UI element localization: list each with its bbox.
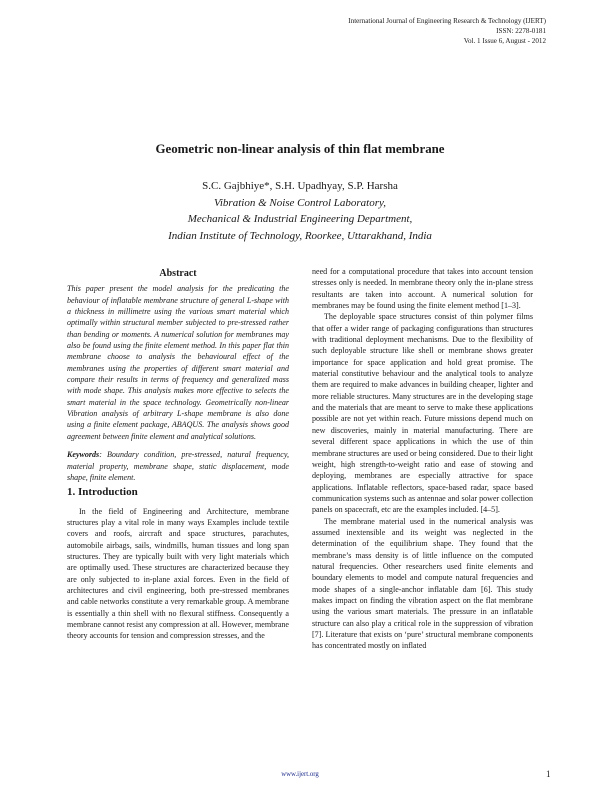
intro-paragraph-1: In the field of Engineering and Architecture, membrane structures play a vital role in many ways Examples include textile covers and roofs, aircraft and space structures, parachutes, automobile airbags, sails, windmills, human tissues and long span structures. They are typically built with very light materials which are optimally used. These structures are characterized because they are only subjected to in-plane axial forces. Even in the field of architectures and civil engineering, both pre-stressed membranes and cable networks constitute a very remarkable group. A membrane is essentially a thin shell with no flexural stiffness. Consequently a membrane cannot resist any compression at all. However, membrane theory accounts for tension and compression stresses, and the xyxy=(67,506,289,641)
author-department: Mechanical & Industrial Engineering Department, xyxy=(187,213,413,225)
footer-url[interactable]: www.ijert.org xyxy=(281,771,319,778)
journal-name: International Journal of Engineering Research & Technology (IJERT) xyxy=(348,17,546,25)
page-number: 1 xyxy=(546,769,551,779)
section-heading-introduction: 1. Introduction xyxy=(67,486,138,499)
keywords-text: : Boundary condition, pre-stressed, natural frequency, material property, membrane shape, static displacement, mode shape, finite element. xyxy=(67,450,289,482)
abstract-heading: Abstract xyxy=(159,268,197,279)
author-names: S.C. Gajbhiye*, S.H. Upadhyay, S.P. Harsha xyxy=(202,180,398,192)
issn: ISSN: 2278-0181 xyxy=(496,27,546,35)
keywords-label: Keywords xyxy=(67,450,100,460)
keywords xyxy=(67,449,289,483)
right-column xyxy=(312,266,533,652)
abstract-text: This paper present the model analysis for the predicating the behaviour of inflatable membrane structure of general L-shape with a thickness in millimetre using the various smart material which optimally within structural member subjected to pre-stressed rather than bending or moments. A numerical solution for membranes may also be found using the finite element method. In this paper flat thin membrane choose to analysis the behavioural effect of the membranes using the properties of different smart material and compare their results in terms of frequency and generalized mass with mode shape. This analysis makes more effective to selects the smart material in the space technology. Geometrically non-linear Vibration analysis of arbitrary L-shape membrane is also done using a finite element package, ABAQUS. The analysis shows good agreement between finite element and analytical solutions. xyxy=(67,284,289,441)
right-paragraph-2: The deployable space structures consist of thin polymer films that offer a wider range of packaging configurations than structures with traditional deployment mechanisms. Due to the flexibility of such deployable structure like shell or membrane shows greater importance for space application and hold great promise. The material constitutive behaviour and the analytical tools to analyze them are required to make advances in building cheaper, lighter and more reliable structures. Many structures are in the developing stage and the materials that are meant to serve to make these applications possible are not yet within reach. Future missions depend much on new discoveries, mainly in material manufacturing. There are several different space applications in which the use of thin membrane structures are used or being considered. Due to their light weight, high strength-to-weight ratio and ease of stowing and deploying, membranes are especially attractive for space applications. Inflatable reflectors, space-based radar, space based communication systems such as antennae and solar power collection panels on spacecraft, etc are the examples included. [4–5]. xyxy=(312,312,533,515)
author-institute: Indian Institute of Technology, Roorkee, Uttarakhand, India xyxy=(168,229,432,242)
author-block xyxy=(0,178,600,244)
author-lab: Vibration & Noise Control Laboratory, xyxy=(213,196,387,209)
journal-header xyxy=(246,16,546,46)
right-paragraph-1: need for a computational procedure that takes into account tension stresses only is needed. In membrane theory only the in-plane stress resultants are taken into account. A numerical solution for membranes may be found using the finite element method [1–3]. xyxy=(312,267,533,311)
right-paragraph-3: The membrane material used in the numerical analysis was assumed inextensible and its weight was neglected in the determination of the equilibrium shape. They found that the membrane’s mass density is of little influence on the computed natural frequencies. Other researchers used finite elements and boundary elements to model and compute natural frequencies and mode shapes of a single-anchor inflatable dam [6]. This study makes impact on finding the vibration aspect on the flat membrane using the various smart materials. The pressure in an inflatable structure can also play a critical role in the suppression of vibration [7]. Literature that exists on ‘pure’ structural membrane components has concentrated mostly on inflated xyxy=(312,516,533,651)
paper-title: Geometric non-linear analysis of thin flat membrane xyxy=(155,142,445,156)
volume-issue: Vol. 1 Issue 6, August - 2012 xyxy=(463,37,546,45)
left-column xyxy=(67,268,289,642)
